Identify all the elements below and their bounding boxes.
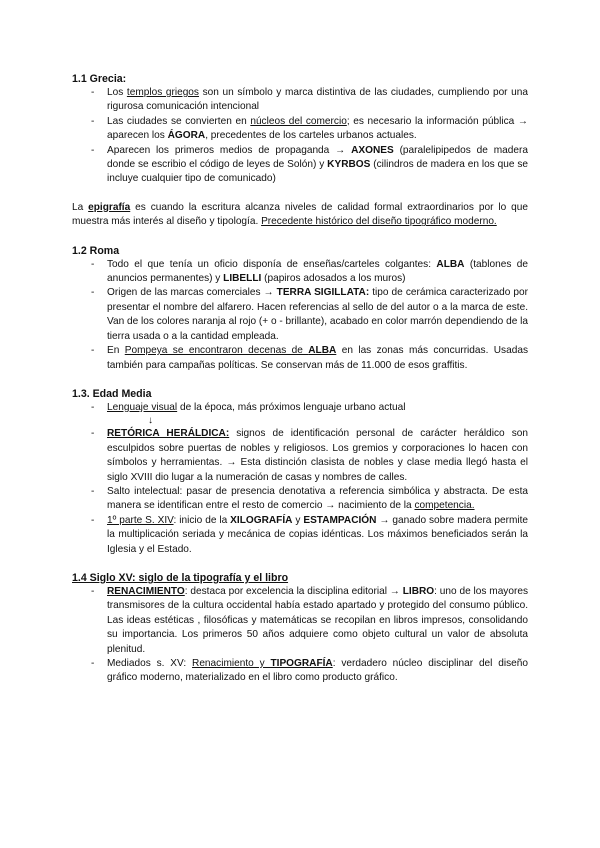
bullet-dash: - [91, 258, 95, 270]
emphasis-text: AXONES [351, 144, 394, 156]
emphasis-text: competencia. [414, 500, 475, 512]
document-page [72, 72, 528, 686]
emphasis-text: ESTAMPACIÓN [303, 514, 377, 526]
bullet-dash: - [91, 115, 95, 127]
emphasis-text: TERRA SIGILLATA: [276, 287, 370, 299]
section-title-siglo-xv: 1.4 Siglo XV: siglo de la tipografía y el libro [72, 571, 289, 584]
emphasis-text: LIBRO [402, 585, 435, 597]
list-item: - Origen de las marcas comerciales → TERRA SIGILLATA: tipo de cerámica caracterizado por presentar el nombre del alfarero. Hacen referencias al sello de del autor o a la marca de este. Van de los colores naranja al rojo (+ o - brillante), acabado en color marrón dependiendo de la tierra usada o a la cantidad empleada. [91, 287, 529, 342]
list-item: - RENACIMIENTO: destaca por excelencia la disciplina editorial → LIBRO: uno de los mayores transmisores de la cultura occidental había estado apartado y protegido del consumo público. Las ideas estéticas , filosóficas y matemáticas se recopilan en libros impresos, consolidando su importancia. Los primeros 50 años adquiere como objeto cultural un valor de absoluta plenitud. [91, 585, 528, 655]
emphasis-text: RENACIMIENTO [107, 585, 185, 597]
list-item: - Los templos griegos son un símbolo y marca distintiva de las ciudades, cumpliendo por una rigurosa comunicación intencional [91, 87, 528, 113]
list-item: - Salto intelectual: pasar de presencia denotativa a referencia simbólica y abstracta. De esta manera se identifican entre el resto de comercio → nacimiento de la competencia. [91, 485, 528, 512]
emphasis-text: ALBA [436, 258, 465, 270]
list-item: - En Pompeya se encontraron decenas de ALBA en las zonas más concurridas. Usadas también para campañas políticas. Se conservan más de 11.000 de esos graffitis. [91, 345, 528, 371]
bullet-dash: - [91, 428, 95, 440]
emphasis-text: epigrafía [88, 201, 131, 213]
emphasis-text: TIPOGRAFÍA [270, 658, 333, 669]
emphasis-text: XILOGRAFÍA [230, 514, 293, 526]
list-item: - Aparecen los primeros medios de propaganda → AXONES (paralelipipedos de madera donde se escribio el código de leyes de Solón) y KYRBOS (cilindros de madera en los que se incluye cualquier tipo de comunicado) [91, 144, 528, 185]
emphasis-text: Lenguaje visual [107, 401, 178, 413]
bullet-dash: - [91, 658, 95, 669]
list-item: - Todo el que tenía un oficio disponía de enseñas/carteles colgantes: ALBA (tablones de anuncios permanentes) y LIBELLI (papiros adosados a los muros) [91, 258, 528, 285]
list-item: - RETÓRICA HERÁLDICA: signos de identificación personal de carácter heráldico son esculpidos sobre puertas de nobles y religiosos. Los gremios y corporaciones lo hacen con símbolos y herramientas. → Esta distinción clasista de nobles y clase media llegó hasta el siglo XVIII dio lugar a la numeración de casas y nombres de calles. [91, 428, 528, 483]
emphasis-text: Precedente histórico del diseño tipográfico moderno. [261, 216, 497, 228]
bullet-dash: - [91, 345, 95, 357]
emphasis-text: templos griegos [126, 87, 199, 98]
emphasis-text: LIBELLI [223, 273, 262, 285]
section-title-grecia: 1.1 Grecia: [72, 73, 127, 85]
bullet-list-edad-media [72, 401, 528, 557]
bullet-dash: - [91, 485, 95, 497]
emphasis-text: Renacimiento y [192, 658, 271, 669]
bullet-dash: - [91, 401, 95, 413]
bullet-dash: - [91, 514, 95, 526]
emphasis-text: RETÓRICA HERÁLDICA: [107, 428, 230, 440]
bullet-dash: - [91, 585, 95, 597]
list-item: - 1º parte S. XIV: inicio de la XILOGRAFÍA y ESTAMPACIÓN → ganado sobre madera permite la multiplicación seriada y mecánica de copias idénticas. Los máximos beneficiados serán la Iglesia y el Estado. [91, 514, 529, 555]
list-item: - Mediados s. XV: Renacimiento y TIPOGRAFÍA: verdadero núcleo disciplinar del diseño gráfico moderno, materializado en el libro como producto gráfico. [91, 658, 528, 684]
bullet-list-roma [72, 258, 528, 373]
emphasis-text: ALBA [308, 345, 337, 357]
section-title-edad-media: 1.3. Edad Media [72, 387, 152, 400]
emphasis-text: KYRBOS [327, 159, 371, 171]
section-title-roma: 1.2 Roma [72, 244, 120, 257]
emphasis-text: ÁGORA [167, 130, 206, 142]
bullet-dash: - [91, 287, 95, 299]
emphasis-text: núcleos del comercio [250, 115, 347, 127]
list-item: - Las ciudades se convierten en núcleos del comercio; es necesario la información pública → aparecen los ÁGORA, precedentes de los carteles urbanos actuales. [91, 115, 528, 142]
emphasis-text: Pompeya se encontraron decenas de [124, 345, 309, 357]
emphasis-text: 1º parte S. XIV [107, 514, 174, 526]
bullet-dash: - [91, 87, 95, 98]
down-arrow-icon: ↓ [148, 415, 154, 427]
bullet-dash: - [91, 144, 95, 156]
paragraph-epigrafia: La epigrafía es cuando la escritura alcanza niveles de calidad formal extraordinarios por lo que muestra más interés al diseño y tipología. Precedente histórico del diseño tipográfico moderno. [72, 201, 528, 228]
list-item: - Lenguaje visual de la época, más próximos lenguaje urbano actual [72, 401, 528, 415]
bullet-list-siglo-xv [72, 585, 528, 686]
bullet-list-grecia [72, 86, 528, 187]
